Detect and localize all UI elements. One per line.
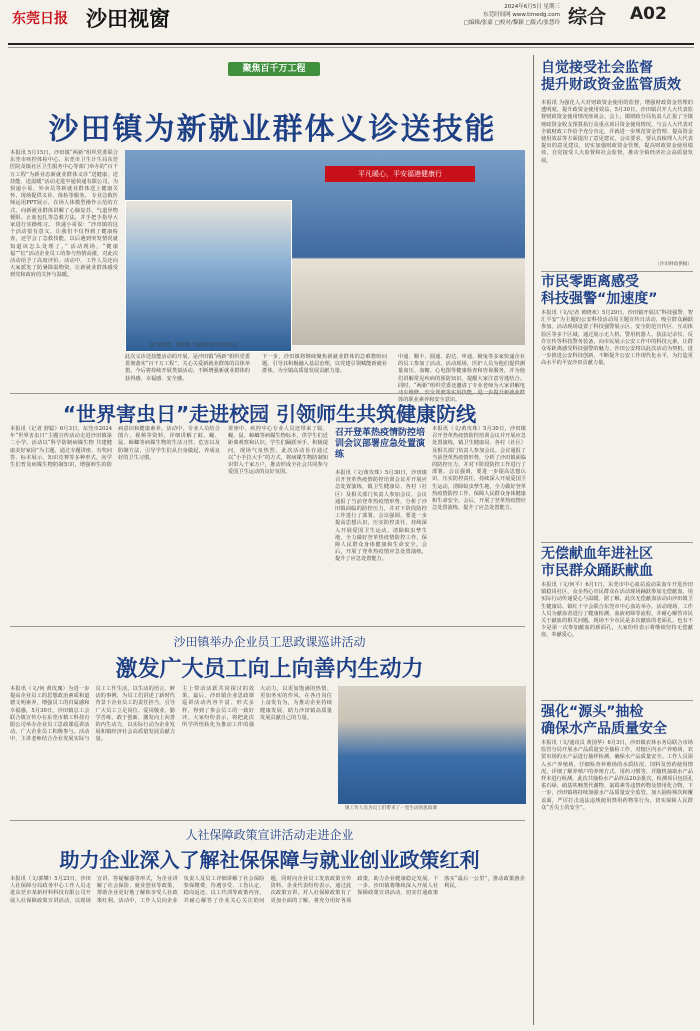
story4-photo-caption: 镇工作人员为员工们带来了一堂生动的思政课 — [345, 806, 437, 811]
story4-body-col2: 主上带动活跃共同探讨的效果。最后，沙田镇企业思政课巡讲活动内容丰富、形式多样，得到了参会员工的一致好评。大家纷纷表示，将把此次所学所悟转化为推动工作的强大动力，以更加饱满的热情、更加务实的作风，在各自岗位上奋发有为，为推动企业持续健康发展、助力沙田镇高质量发展贡献自己的力量。 — [182, 686, 332, 729]
photo-banner-sign: 平凡暖心，平安福港健康行 — [325, 166, 475, 182]
story4-photo — [338, 686, 526, 804]
headline-5: 助力企业深入了解社保保障与就业创业政策红利 — [59, 848, 480, 872]
divider-2 — [10, 626, 525, 627]
story1-body-col2: 此次义诊送技能活动的开展，是沙田镇“两新”组织党委贯彻落实“百千万工程”、关心关爱新就业群体的具体举措，今后将持续开展类似活动，不断增强新就业群体的获得感、幸福感、安全感。 — [125, 354, 250, 382]
right-title-2: 市民零距离感受 科技强警“加速度” — [541, 274, 658, 307]
right-title-4: 强化“源头”抽检 确保水产品质量安全 — [541, 704, 667, 737]
story5-body: 本报讯（文/郭攀）5月23日，沙田人社保障分局政务中心工作人员走进东莞市某新材料科技有限公司开展人社保障政策宣讲活动，以现场宣讲、答疑解惑等形式，为企业讲解了社会保险、就业创业等政策，帮助企业更好地了解和享受人社政策红利。活动中，工作人员向企业负责人及员工详细讲解了社会保险参保缴费、待遇享受、工伤认定、稳岗返还、以工代训等政策内容，并耐心解答了企业关心关注的问题，同时向企业员工发放政策宣传资料。企业代表纷纷表示，通过此次政策宣讲，对人社保障政策有了更加全面的了解，将充分用好各项政策，助力企业健康稳定发展。下一步，沙田镇将继续深入开展人社保障政策宣讲活动，切实打通政策落实“最后一公里”，推动政策惠企利民。 — [10, 876, 525, 904]
right-title-3: 无偿献血年进社区 市民群众踊跃献血 — [541, 546, 653, 579]
right-source-1: （沙田财政供稿） — [655, 262, 692, 267]
story3-body-col2: 本报讯（文/黄攻珠）5月30日，沙田镇召开登革热疫情防控培训会议并开展应急处置演练，镇卫生健康局、各村（社区）及相关部门负责人参加会议。会议通报了当前登革热疫情形势，分析了沙田镇面临的防控压力，并对下阶段防控工作进行了部署。会议强调，要进一步提高思想认识，压实防控责任，持续深入开展爱国卫生运动，清除蚊虫孳生地，全力做好登革热疫情防控工作，保障人民群众身体健康和生命安全。会后，开展了登革热疫情应急处置演练，提升了应急处置能力。 — [432, 426, 526, 512]
headline-4: 激发广大员工向上向善内生动力 — [115, 657, 424, 682]
header-meta — [420, 3, 560, 27]
topic-banner — [228, 62, 320, 76]
headline-2: “世界害虫日”走进校园 引领师生共筑健康防线 — [62, 402, 477, 426]
headline-1: 沙田镇为新就业群体义诊送技能 — [48, 112, 497, 147]
site-line: 东莞时间网 www.timedg.com — [483, 12, 560, 18]
section-label-right: 综合 — [568, 6, 607, 28]
subheadline-3: 召开登革热疫情防控培训会议部署应急处置演练 — [335, 428, 426, 460]
divider-3 — [10, 820, 525, 821]
header-rule — [8, 43, 694, 45]
topic-banner-text: 聚焦百千万工程 — [242, 64, 306, 74]
editors-line: □编辑/张豪 □校对/黎颖 □版式/张慧玲 — [463, 20, 560, 26]
right-divider-2 — [541, 542, 693, 543]
kicker-4: 沙田镇举办企业员工思政课巡讲活动 — [173, 635, 366, 649]
right-body-2: 本报讯（文/记者 黄晓欢）5月29日，沙田镇开展以“科技强警、智汇平安”为主题的公安科技活动周主题宣传日活动，吸引群众踊跃参加。活动现场设置了科技强警展示区、安全防范宣传区、互动体验区等多个区域，通过展示无人机、警用机器人、执法记录仪、反诈宣传等科技警务装备，向市民展示公安工作中的科技元素，让群众零距离感受科技强警的魅力。沙田公安将以此次活动为契机，进一步推进公安科技创新，不断提升公安工作现代化水平，为打造更高水平的平安沙田贡献力量。 — [541, 310, 693, 367]
right-body-1: 本报讯 为强化人大对财政资金使用的监督，增强财政资金管理的透明度，提升政资金使用效益，5月30日，沙田镇召开人大代表监督财政资金使用情况座谈会。会上，镇财政分局负责人汇报了全镇财政资金收支预算执行及重点项目资金使用情况。与会人大代表对全镇财政工作给予充分肯定，并就进一步规范资金管理、提高资金使用效益等方面提出了意见建议。会议要求，要认真梳理人大代表提出的意见建议，切实加强财政资金管理，提高财政资金使用绩效，自觉接受人大监督和社会监督，推动全镇经济社会高质量发展。 — [541, 100, 693, 164]
right-body-4: 本报讯（文/通讯员 黄国华）6月3日，沙田镇农林水务局联合市场监管分局开展水产品质量安全抽检工作，对辖区内水产养殖场、农贸市场的水产品进行抽样检测，确保水产品质量安全。工作人员深入水产养殖场，仔细检查养殖场的水质状况、饲料及兽药使用情况，详细了解养殖户的养殖方式、用药习惯等，并随机抽取水产品样本进行检测。此次共抽检水产品样品20余批次，检测项目包括孔雀石绿、硝基呋喃类代谢物、氯霉素等违禁药物及禁用化合物。下一步，沙田镇将持续加强水产品质量安全监管，加大抽检频次和覆盖面，严厉打击违法违规使用禁用药物等行为，切实保障人民群众“舌尖上的安全”。 — [541, 740, 693, 811]
story4-body-col1: 本报讯（文/何 黄玫瑰）为进一步提高企业员工的思想政治素质和道德文明素养，增强员工的归属感和幸福感，5月30日，沙田镇总工会联合镇宣传办在东莞市精工科技有限公司举办企业员工思政课巡讲活动，广大企业员工积极参与。活动中，主讲老师结合企业发展实际与员工工作生活，以生动的语言、鲜活的事例，为员工们讲述了新时代背景下企业员工的责任担当，引导广大员工立足岗位、爱岗敬业、勤学苦练、敢于创新，激发向上向善的内生动力，以实际行动为企业发展和镇经济社会高质量发展贡献力量。 — [10, 686, 175, 743]
page-number: A02 — [630, 4, 667, 24]
masthead — [0, 0, 700, 52]
story1-photo-inset — [125, 200, 292, 352]
kicker-5: 人社保障政策宣讲活动走进企业 — [185, 828, 354, 842]
header-rule-thin — [8, 47, 694, 48]
section-title: 沙田视窗 — [86, 7, 170, 31]
story1-body-col4: 中通、顺丰、圆通、韵达、申通、极兔等多家快递企业的员工参加了活动。活动现场，医护人员为他们提供测量血压、血糖、心电图等健康检查和咨询服务，并为他们讲解常见疾病的预防知识，提醒大家注意劳逸结合。同时，“两新”组织党委还邀请了专业老师为大家讲解电 体的职业素养和安全意识。 — [398, 354, 525, 404]
column-divider — [533, 55, 534, 1025]
right-divider-1 — [541, 271, 693, 272]
right-divider-3 — [541, 700, 693, 701]
date-line: 2024年6月5日 星期三 — [504, 4, 560, 10]
divider-1 — [10, 393, 525, 394]
story3-body: 本报讯（文/黄攻珠）5月30日，沙田镇召开登革热疫情防控培训会议并开展应急处置演练，镇卫生健康局、各村（社区）及相关部门负责人参加会议。会议通报了当前登革热疫情形势，分析了沙田镇面临的防控压力，并对下阶段防控工作进行了部署。会议强调，要进一步提高思想认识，压实防控责任，持续深入开展爱国卫生运动，清除蚊虫孳生地，全力做好登革热疫情防控工作，保障人民群众身体健康和生命安全。会后，开展了登革热疫情应急处置演练，提升了应急处置能力。 — [335, 470, 427, 563]
story2-body-col2: 讲座中，疾控中心专业人员还带来了蚊、蝇、鼠、蟑螂等病媒生物标本，供学生们近距离观察和认识。学生们踊跃举手、积极提问，现场气氛热烈。此次活动旨在通过以“小手拉大手”的方式，将病媒生物防制知识带入千家万户，推动形成全社会共同参与爱国卫生运动的良好氛围。 — [228, 426, 328, 476]
right-body-3: 本报讯（文/何平）6月1日，东莞市中心血站流动采血车开进沙田镇稳岗社区，众多热心市民群众在活动现场踊跃参加无偿献血，用实际行动传递爱心与温暖。据了解，此次无偿献血活动由沙田镇卫生健康局、镇红十字会联合东莞市中心血站举办。活动现场，工作人员为献血者进行了健康检测、血液初筛等流程，并耐心解答市民关于献血的相关问题。现场不少市民是多次献血的老面孔，也有不少是第一次参加献血的新面孔，大家纷纷表示将继续坚持无偿献血，奉献爱心。 — [541, 582, 693, 639]
newspaper-logo: 东莞日报 — [12, 11, 68, 27]
story1-body-col1: 本报讯 5月15日，沙田镇“两新”组织党委联合东莞市疾控体检中心、东莞市卫生计生局东莞医院及镇社区卫生服务中心等部门举办的“百千万工程”为新业态新就业群体义诊“送健康、送技能、送温暖”活动走进中通快递有限公司，为快递小哥、外卖员等新就业群体送上健康关怀，现场提供义诊、体检等服务。 专业急救医师运用PPT展示、在场人体模型操作示范的方式，向新就业群体讲解了心肺复苏、气道异物梗阻、止血包扎等急救方法，并手把手指导大家进行实操练习。 快递小哥说：“沙田镇的这个活动很有意义，让我们不仅得到了健康检查，还学会了急救技能，以后遇到突发情况就知道该怎么处理了。” 活动现场，“健康福”“红”活动企业员工的参与热情高涨，对此次活动给予了高度评价。活动中，工作人员还向大家派发了防暑降温物资，让新就业群体感受到党和政府的关怀与温暖。 — [10, 150, 119, 279]
story1-body-col3: 下一步，沙田镇将继续聚焦新就业群体的急难愁盼问题，引导其积极融入基层治理，以党建引领赋能新就业群体，为全镇高质量发展贡献力量。 — [262, 354, 387, 375]
story1-photo-caption: 新“送技能、送健康、送温暖”活动走进企业 — [150, 343, 238, 348]
right-title-1: 自觉接受社会监督 提升财政资金监管质效 — [541, 60, 681, 93]
story2-body-col1: 本报讯（记者 舒聪）6月3日，东莞市2024年“世界害虫日”主题宣传活动走进沙田镇第二小学。活动以“科学防制病媒生物 共建健康美好家园”为主题，通过专题讲座、有奖问答、标本展示、知识竞赛等多种形式，向学生们普及病媒生物防制知识，增强师生的防病意识和健康素养。活动中，专业人员结合图片、视频等资料，详细讲解了蚊、蝇、鼠、蟑螂等病媒生物的生活习性、危害以及防制方法，引导学生们从自身做起，养成良好的卫生习惯。 — [10, 426, 220, 469]
